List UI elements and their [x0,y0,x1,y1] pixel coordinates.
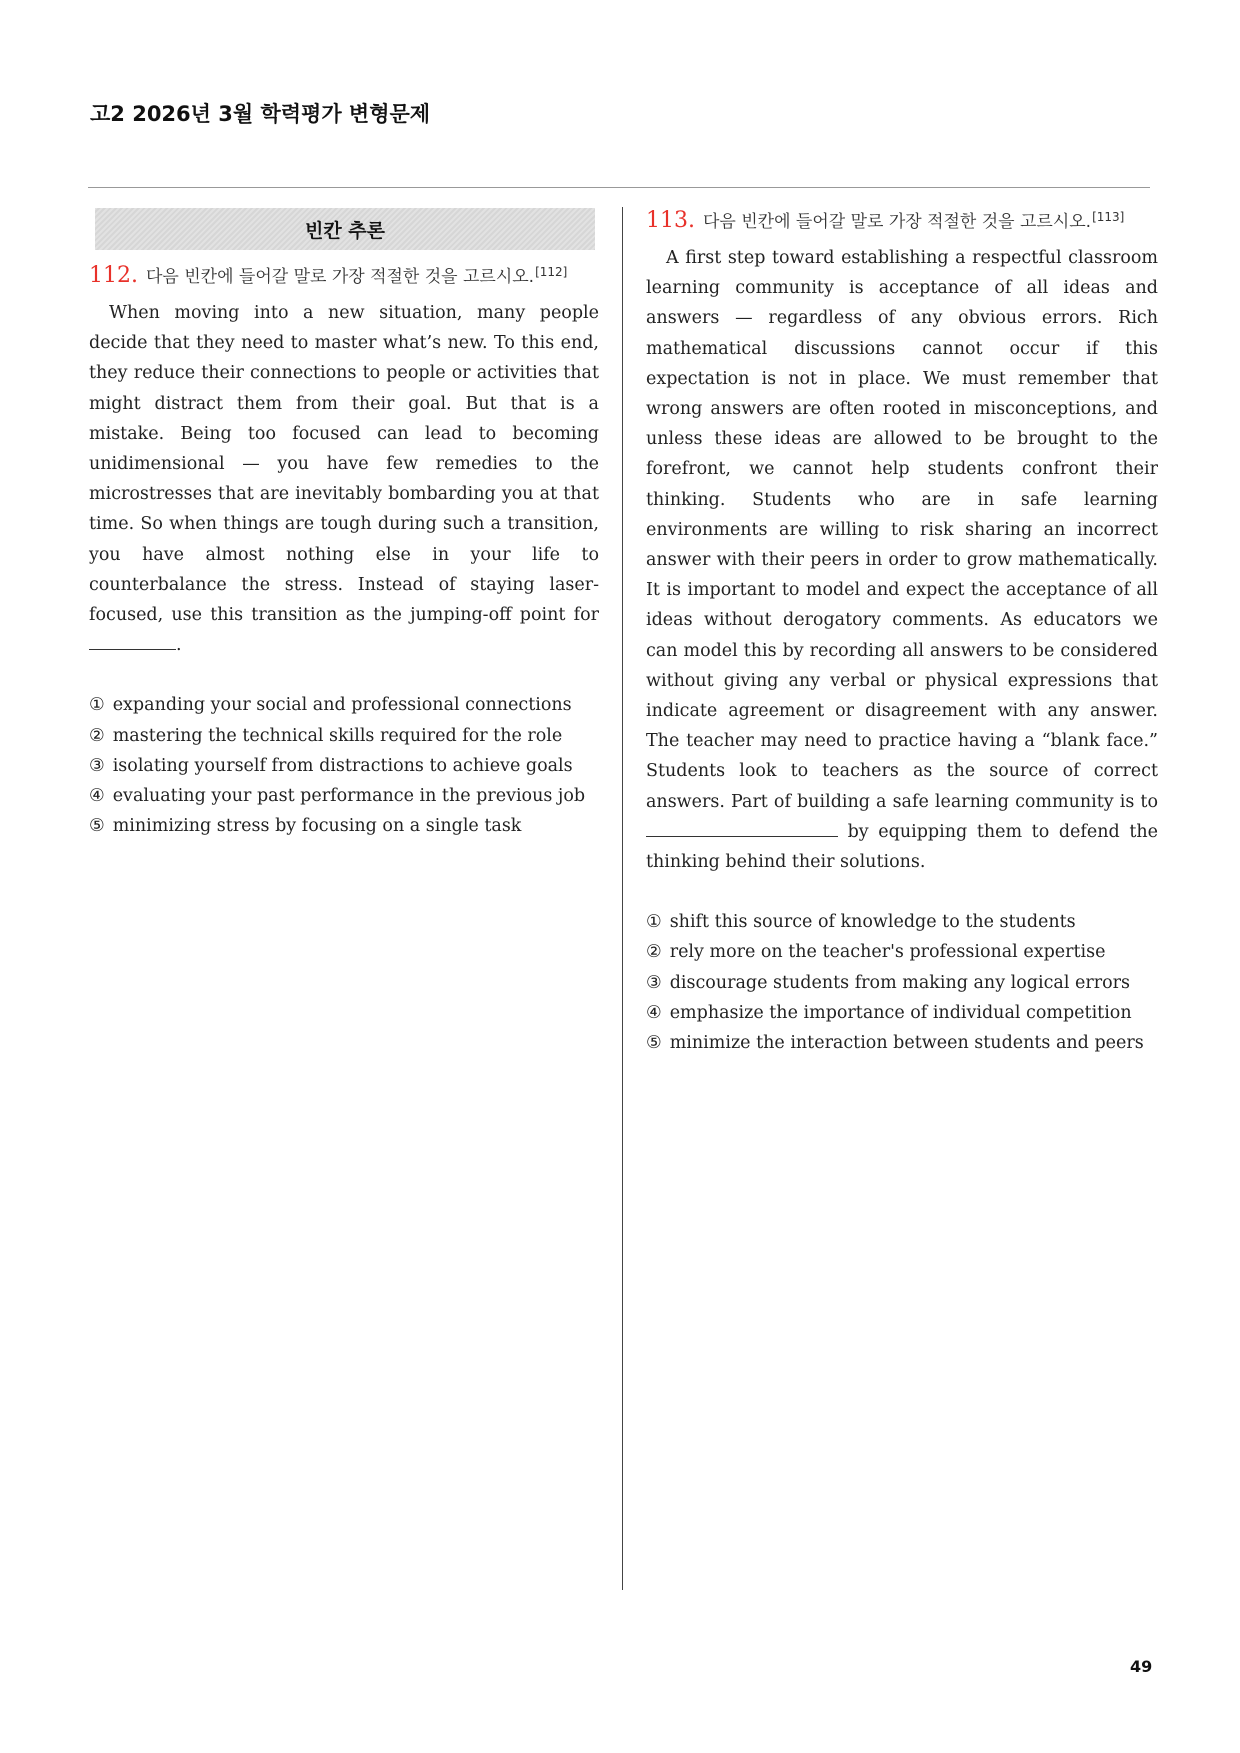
question-title [646,207,1158,233]
option-text: evaluating your past performance in the previous job [112,786,586,807]
option-5[interactable] [646,1028,1158,1058]
option-4[interactable] [89,781,599,811]
answer-blank [89,631,176,650]
option-number: ① [89,695,105,716]
left-column [89,208,599,841]
question-number: 113. [646,208,695,233]
option-text: discourage students from making any logical errors [669,972,1130,993]
page-header: 고2 2026년 3월 학력평가 변형문제 [90,102,431,126]
answer-blank [646,818,838,837]
option-number: ⑤ [89,816,105,837]
option-2[interactable] [89,721,599,751]
passage-text: When moving into a new situation, many people decide that they need to master what’s new. To this end, they reduce their connections to people or activities that might distract them from their goal. But that is a mistake. Being too focused can lead to becoming unidimensional — you have few remedies to the microstresses that are inevitably bombarding you at that time. So when things are tough during such a transition, you have almost nothing else in your life to counterbalance the stress. Instead of staying laser-focused, use this transition as the jumping-off point for [89,303,599,626]
option-text: minimize the interaction between students and peers [669,1033,1144,1054]
passage [89,298,599,660]
passage [646,243,1158,877]
option-text: minimizing stress by focusing on a single task [112,816,522,837]
right-column [646,207,1158,1058]
question-113 [646,207,1158,1058]
column-divider [622,207,623,1590]
option-number: ② [646,942,662,963]
question-prompt: 다음 빈칸에 들어갈 말로 가장 적절한 것을 고르시오. [145,267,535,287]
option-3[interactable] [89,751,599,781]
option-text: emphasize the importance of individual competition [669,1002,1132,1023]
option-number: ④ [89,786,105,807]
option-text: mastering the technical skills required for the role [112,725,563,746]
question-112 [89,262,599,841]
option-text: shift this source of knowledge to the students [669,912,1076,933]
passage-text: A first step toward establishing a respectful classroom learning community is acceptance of all ideas and answers — regardless of any obvious errors. Rich mathematical discussions cannot occur if this expectation is not in place. We must remember that wrong answers are often rooted in misconceptions, and unless these ideas are allowed to be brought to the forefront, we cannot help students confront their thinking. Students who are in safe learning environments are willing to risk sharing an incorrect answer with their peers in order to grow mathematically. It is important to model and expect the acceptance of all ideas without derogatory comments. As educators we can model this by recording all answers to be considered without giving any verbal or physical expressions that indicate agreement or disagreement with any answer. The teacher may need to practice having a “blank face.” Students look to teachers as the source of correct answers. Part of building a safe learning community is to [646,248,1158,812]
option-4[interactable] [646,998,1158,1028]
question-ref: [113] [1092,210,1125,224]
question-prompt: 다음 빈칸에 들어갈 말로 가장 적절한 것을 고르시오. [702,212,1092,232]
option-number: ② [89,725,105,746]
page-number: 49 [1130,1657,1153,1676]
passage-text-end: . [176,635,182,656]
option-3[interactable] [646,968,1158,998]
option-number: ⑤ [646,1033,662,1054]
question-ref: [112] [535,265,568,279]
question-number: 112. [89,263,138,288]
option-text: rely more on the teacher's professional expertise [669,942,1106,963]
question-title [89,262,599,288]
option-number: ③ [89,755,105,776]
section-label: 빈칸 추론 [95,208,595,250]
option-1[interactable] [646,907,1158,937]
option-5[interactable] [89,811,599,841]
option-text: expanding your social and professional connections [112,695,572,716]
header-divider [88,187,1150,188]
option-number: ① [646,912,662,933]
option-number: ④ [646,1002,662,1023]
option-2[interactable] [646,937,1158,967]
answer-options [646,907,1158,1058]
option-1[interactable] [89,690,599,720]
option-text: isolating yourself from distractions to achieve goals [112,755,573,776]
option-number: ③ [646,972,662,993]
passage-text-end: by equipping them to defend the thinking behind their solutions. [646,821,1158,873]
answer-options [89,690,599,841]
